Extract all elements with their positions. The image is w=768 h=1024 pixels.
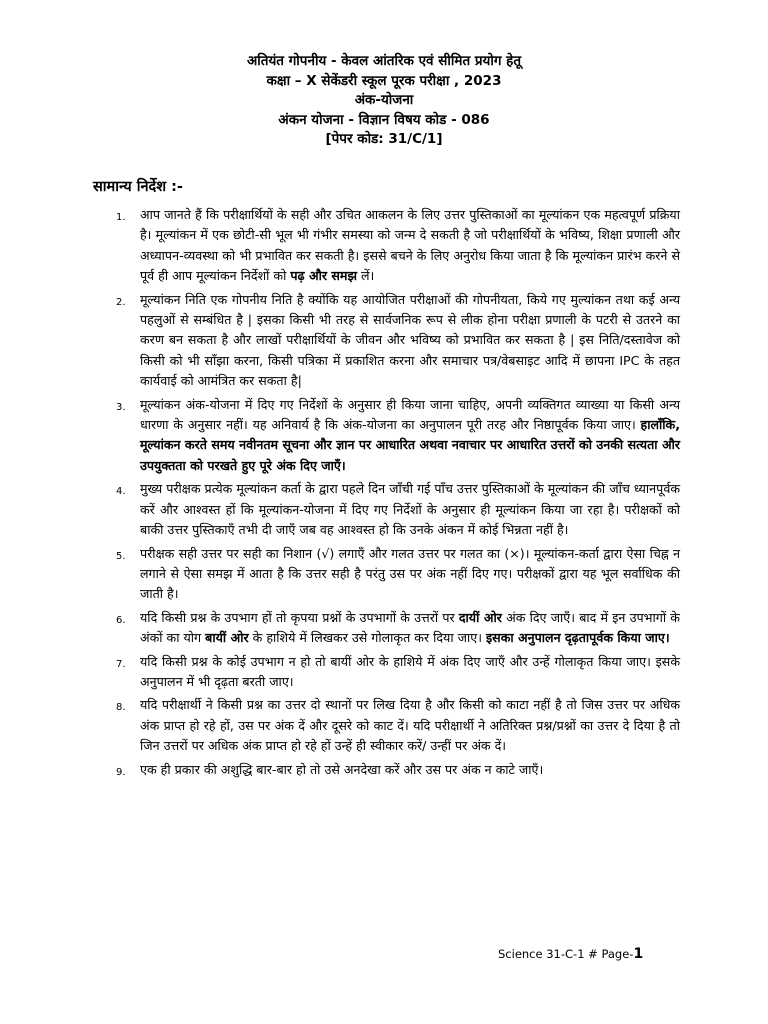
item-number: 2. <box>116 296 126 308</box>
item-text: यदि किसी प्रश्न के उपभाग हों तो कृपया प्रश्नों के उपभागों के उत्तरों पर <box>140 609 455 625</box>
document-header <box>0 52 768 150</box>
exam-title: कक्षा – X सेकेंडरी स्कूल पूरक परीक्षा , 2023 <box>266 72 502 89</box>
item-text-mid: अंक दिए जाएँ। बाद में इन उपभागों के अंकों का योग <box>140 609 680 646</box>
page-number: 1 <box>633 946 644 962</box>
page-footer <box>498 946 643 962</box>
item-text: मूल्यांकन अंक-योजना में दिए गए निर्देशों के अनुसार ही किया जाना चाहिए, अपनी व्यक्तिगत व्याख्या या किसी अन्य धारणा के अनुसार नहीं। यह अनिवार्य है कि अंक-योजना का अनुपालन पूरी तरह और निष्ठापूर्वक किया जाए। <box>140 396 680 433</box>
item-number: 4. <box>116 486 126 498</box>
item-number: 6. <box>116 614 126 626</box>
item-text: परीक्षक सही उत्तर पर सही का निशान (√) लगाएँ और गलत उत्तर पर गलत का (×)। मूल्यांकन-कर्ता द्वारा ऐसा चिह्न न लगाने से ऐसा समझ में आता है कि उत्तर सही है परंतु उस पर अंक नहीं दिए गए। परीक्षकों द्वारा यह भूल सर्वाधिक की जाती है। <box>140 545 680 602</box>
item-number: 1. <box>116 212 126 223</box>
item-text-end: लें। <box>361 268 375 284</box>
list-item <box>108 205 680 287</box>
list-item <box>108 608 680 649</box>
list-item <box>108 695 680 756</box>
item-bold-text: हालाँकि, मूल्यांकन करते समय नवीनतम सूचना और ज्ञान पर आधारित अथवा नवाचार पर आधारित उत्तरों को उनकी सत्यता और उपयुक्तता को परखते हुए पूरे अंक दिए जाएँ। <box>140 417 680 473</box>
item-bold-text-2: बायीं ओर <box>205 630 249 646</box>
list-item <box>108 652 680 693</box>
item-bold-text-3: इसका अनुपालन दृढ़तापूर्वक किया जाए। <box>486 630 670 646</box>
item-text: आप जानते हैं कि परीक्षार्थियों के सही और उचित आकलन के लिए उत्तर पुस्तिकाओं का मूल्यांकन एक महत्वपूर्ण प्रक्रिया है। मूल्यांकन में एक छोटी-सी भूल भी गंभीर समस्या को जन्म दे सकती है जो परीक्षार्थियों के भविष्य, शिक्षा प्रणाली और अध्यापन-व्यवस्था को भी प्रभावित कर सकती है। इससे बचने के लिए अनुरोध किया जाता है कि मूल्यांकन प्रारंभ करने से पूर्व ही आप मूल्यांकन निर्देशों को <box>140 207 680 284</box>
paper-code: [पेपर कोड: 31/C/1] <box>325 131 443 147</box>
marking-scheme-title: अंक-योजना <box>354 92 414 108</box>
section-title: सामान्य निर्देश :- <box>93 179 183 195</box>
item-text: मुख्य परीक्षक प्रत्येक मूल्यांकन कर्ता के द्वारा पहले दिन जाँची गई पाँच उत्तर पुस्तिकाओं के मूल्यांकन की जाँच ध्यानपूर्वक करें और आश्वस्त हों कि मूल्यांकन-योजना में दिए गए निर्देशों के अनुसार ही मूल्यांकन किया जा रहा है। परीक्षकों को बाकी उत्तर पुस्तिकाएँ तभी दी जाएँ जब वह आश्वस्त हो कि उनके अंकन में कोई भिन्नता नहीं है। <box>140 481 680 538</box>
subject-code-line: अंकन योजना - विज्ञान विषय कोड - 086 <box>278 111 490 128</box>
list-item <box>108 395 680 477</box>
item-number: 9. <box>116 766 126 778</box>
list-item <box>108 479 680 540</box>
item-text: यदि परीक्षार्थी ने किसी प्रश्न का उत्तर दो स्थानों पर लिख दिया है और किसी को काटा नहीं है तो जिस उत्तर पर अधिक अंक प्राप्त हो रहे हों, उस पर अंक दें और दूसरे को काट दें। यदि परीक्षार्थी ने अतिरिक्त प्रश्न/प्रश्नों का उत्तर दे दिया है तो जिन उत्तरों पर अधिक अंक प्राप्त हो रहे हों उन्हें ही स्वीकार करें/ उन्हीं पर अंक दें। <box>140 697 680 754</box>
list-item <box>108 544 680 605</box>
footer-text: Science 31-C-1 # Page- <box>498 947 634 961</box>
instructions-list <box>108 205 680 783</box>
item-number: 5. <box>116 550 126 562</box>
list-item <box>108 290 680 392</box>
list-item <box>108 760 680 780</box>
item-text-mid-2: के हाशिये में लिखकर उसे गोलाकृत कर दिया जाए। <box>252 630 482 646</box>
item-bold-text: पढ़ और समझ <box>290 268 357 284</box>
item-text: मूल्यांकन निति एक गोपनीय निति है क्योंकि यह आयोजित परीक्षाओं की गोपनीयता, किये गए मुल्यांकन तथा कई अन्य पहलुओं से सम्बंधित है | इसका किसी भी तरह से सार्वजनिक रूप से लीक होना परीक्षा प्रणाली के पटरी से उतरने का करण बन सकता है और लाखों परीक्षार्थियों के जीवन और भविष्य को प्रभावित कर सकता है | इस निति/दस्तावेज को किसी को भी साँझा करना, किसी पत्रिका में प्रकाशित करना और समाचार पत्र/वेबसाइट आदि में छापना IPC के तहत कार्यवाई को आमंत्रित कर सकता है| <box>140 291 680 389</box>
item-number: 7. <box>116 658 126 670</box>
item-text: यदि किसी प्रश्न के कोई उपभाग न हो तो बायीं ओर के हाशिये में अंक दिए जाएँ और उन्हें गोलाकृत किया जाए। इसके अनुपालन में भी दृढ़ता बरती जाए। <box>140 653 680 689</box>
item-text: एक ही प्रकार की अशुद्धि बार-बार हो तो उसे अनदेखा करें और उस पर अंक न काटे जाएँ। <box>140 761 544 777</box>
item-number: 8. <box>116 702 126 714</box>
item-bold-text: दायीं ओर <box>458 609 502 625</box>
item-number: 3. <box>116 401 126 413</box>
confidential-line: अतियंत गोपनीय - केवल आंतरिक एवं सीमित प्रयोग हेतू <box>246 53 522 69</box>
